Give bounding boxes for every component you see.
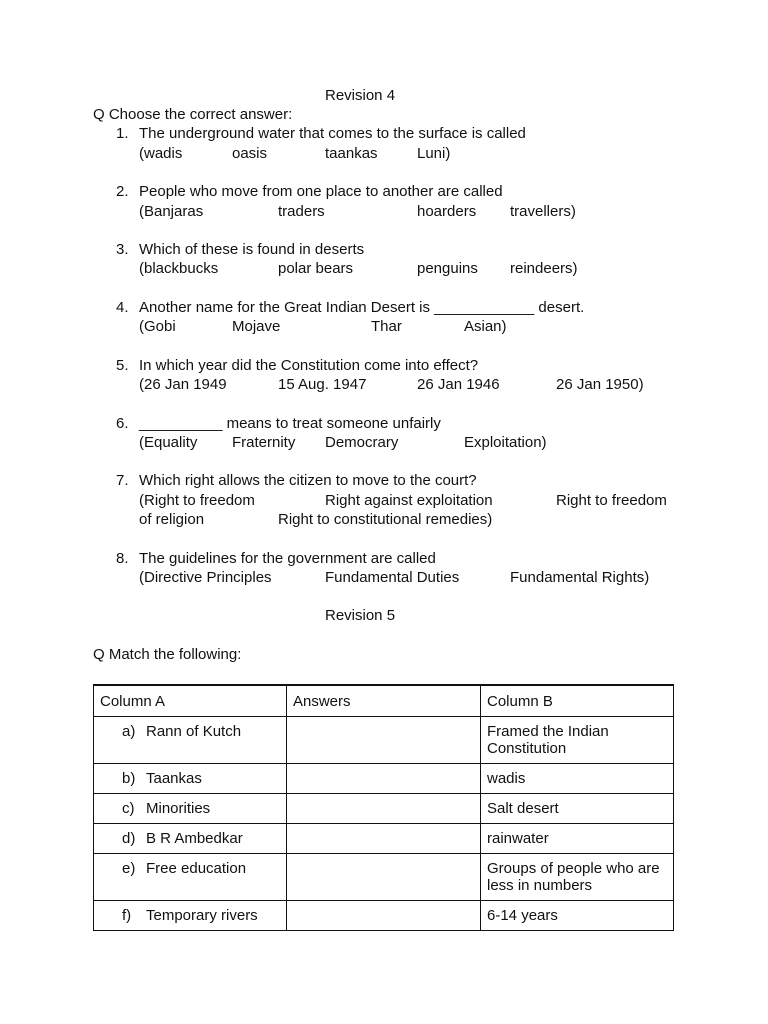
question-text: The guidelines for the government are called	[139, 550, 436, 567]
option: Mojave	[232, 318, 281, 335]
option: taankas	[325, 145, 378, 162]
column-b-text: Groups of people who are	[487, 860, 660, 877]
option: 26 Jan 1950)	[556, 376, 644, 393]
column-b-cell	[481, 717, 674, 764]
question-number: 8.	[116, 550, 129, 567]
option: Right to freedom	[556, 492, 667, 509]
option: (Directive Principles	[139, 569, 272, 586]
option: of religion	[139, 511, 205, 528]
question-number: 5.	[116, 357, 129, 374]
table-row	[94, 764, 674, 794]
question-number: 2.	[116, 183, 129, 200]
column-a-text: Temporary rivers	[146, 907, 258, 924]
option: traders	[278, 203, 325, 220]
column-a-text: Rann of Kutch	[146, 723, 242, 740]
option: (Right to freedom	[139, 492, 255, 509]
question-number: 7.	[116, 472, 129, 489]
row-letter: f)	[122, 907, 132, 924]
answer-cell[interactable]	[287, 794, 481, 824]
table-row	[94, 824, 674, 854]
instruction-match: Q Match the following:	[93, 646, 242, 663]
row-letter: e)	[122, 860, 136, 877]
answer-cell[interactable]	[287, 717, 481, 764]
option: Fundamental Rights)	[510, 569, 650, 586]
question-text: People who move from one place to another are called	[139, 183, 503, 200]
option: Right to constitutional remedies)	[278, 511, 493, 528]
answer-cell[interactable]	[287, 824, 481, 854]
question-text: Another name for the Great Indian Desert is ____________ desert.	[139, 299, 585, 316]
answer-cell[interactable]	[287, 764, 481, 794]
option: Right against exploitation	[325, 492, 493, 509]
column-b-header: Column B	[481, 685, 674, 717]
column-b-text: Framed the Indian	[487, 723, 609, 740]
table-header-row	[94, 685, 674, 717]
question-number: 1.	[116, 125, 129, 142]
row-letter: c)	[122, 800, 135, 817]
question-text: __________ means to treat someone unfairly	[139, 415, 441, 432]
table-row	[94, 854, 674, 901]
option: 15 Aug. 1947	[278, 376, 367, 393]
option: Democrary	[325, 434, 399, 451]
table-row	[94, 794, 674, 824]
row-letter: d)	[122, 830, 136, 847]
option: (wadis	[139, 145, 183, 162]
option: (26 Jan 1949	[139, 376, 227, 393]
option: reindeers)	[510, 260, 578, 277]
option: oasis	[232, 145, 268, 162]
option: Exploitation)	[464, 434, 547, 451]
question-text: Which right allows the citizen to move to the court?	[139, 472, 477, 489]
option: Thar	[371, 318, 402, 335]
column-b-text-line2: less in numbers	[487, 877, 593, 894]
column-a-text: Taankas	[146, 770, 202, 787]
option: (Gobi	[139, 318, 176, 335]
column-b-text: Salt desert	[487, 800, 559, 817]
row-letter: b)	[122, 770, 136, 787]
table-row	[94, 717, 674, 764]
option: Fundamental Duties	[325, 569, 460, 586]
option: Asian)	[464, 318, 507, 335]
column-a-text: B R Ambedkar	[146, 830, 243, 847]
option: penguins	[417, 260, 478, 277]
row-letter: a)	[122, 723, 136, 740]
answer-cell[interactable]	[287, 901, 481, 931]
column-b-text: 6-14 years	[487, 907, 558, 924]
column-b-text: rainwater	[487, 830, 549, 847]
option: (Equality	[139, 434, 198, 451]
revision-5-heading: Revision 5	[325, 607, 396, 624]
option: 26 Jan 1946	[417, 376, 500, 393]
table-row	[94, 901, 674, 931]
option: Fraternity	[232, 434, 296, 451]
option: polar bears	[278, 260, 354, 277]
option: travellers)	[510, 203, 576, 220]
option: hoarders	[417, 203, 477, 220]
answers-header: Answers	[287, 685, 481, 717]
column-b-text: wadis	[487, 770, 526, 787]
column-a-text: Free education	[146, 860, 247, 877]
match-table	[93, 684, 674, 931]
column-a-cell	[94, 717, 287, 764]
column-a-text: Minorities	[146, 800, 211, 817]
option: (blackbucks	[139, 260, 219, 277]
option: (Banjaras	[139, 203, 204, 220]
column-a-header: Column A	[94, 685, 287, 717]
column-b-cell	[481, 764, 674, 794]
column-a-cell	[94, 764, 287, 794]
revision-4-heading: Revision 4	[325, 87, 396, 104]
column-b-cell	[481, 854, 674, 901]
column-a-cell	[94, 794, 287, 824]
column-b-text-line2: Constitution	[487, 740, 567, 757]
option: Luni)	[417, 145, 451, 162]
column-a-cell	[94, 901, 287, 931]
instruction-choose: Q Choose the correct answer:	[93, 106, 293, 123]
question-number: 6.	[116, 415, 129, 432]
column-b-cell	[481, 901, 674, 931]
question-text: The underground water that comes to the surface is called	[139, 125, 526, 142]
column-b-cell	[481, 794, 674, 824]
column-a-cell	[94, 854, 287, 901]
question-number: 3.	[116, 241, 129, 258]
question-text: Which of these is found in deserts	[139, 241, 365, 258]
column-b-cell	[481, 824, 674, 854]
question-text: In which year did the Constitution come into effect?	[139, 357, 479, 374]
question-number: 4.	[116, 299, 129, 316]
answer-cell[interactable]	[287, 854, 481, 901]
column-a-cell	[94, 824, 287, 854]
